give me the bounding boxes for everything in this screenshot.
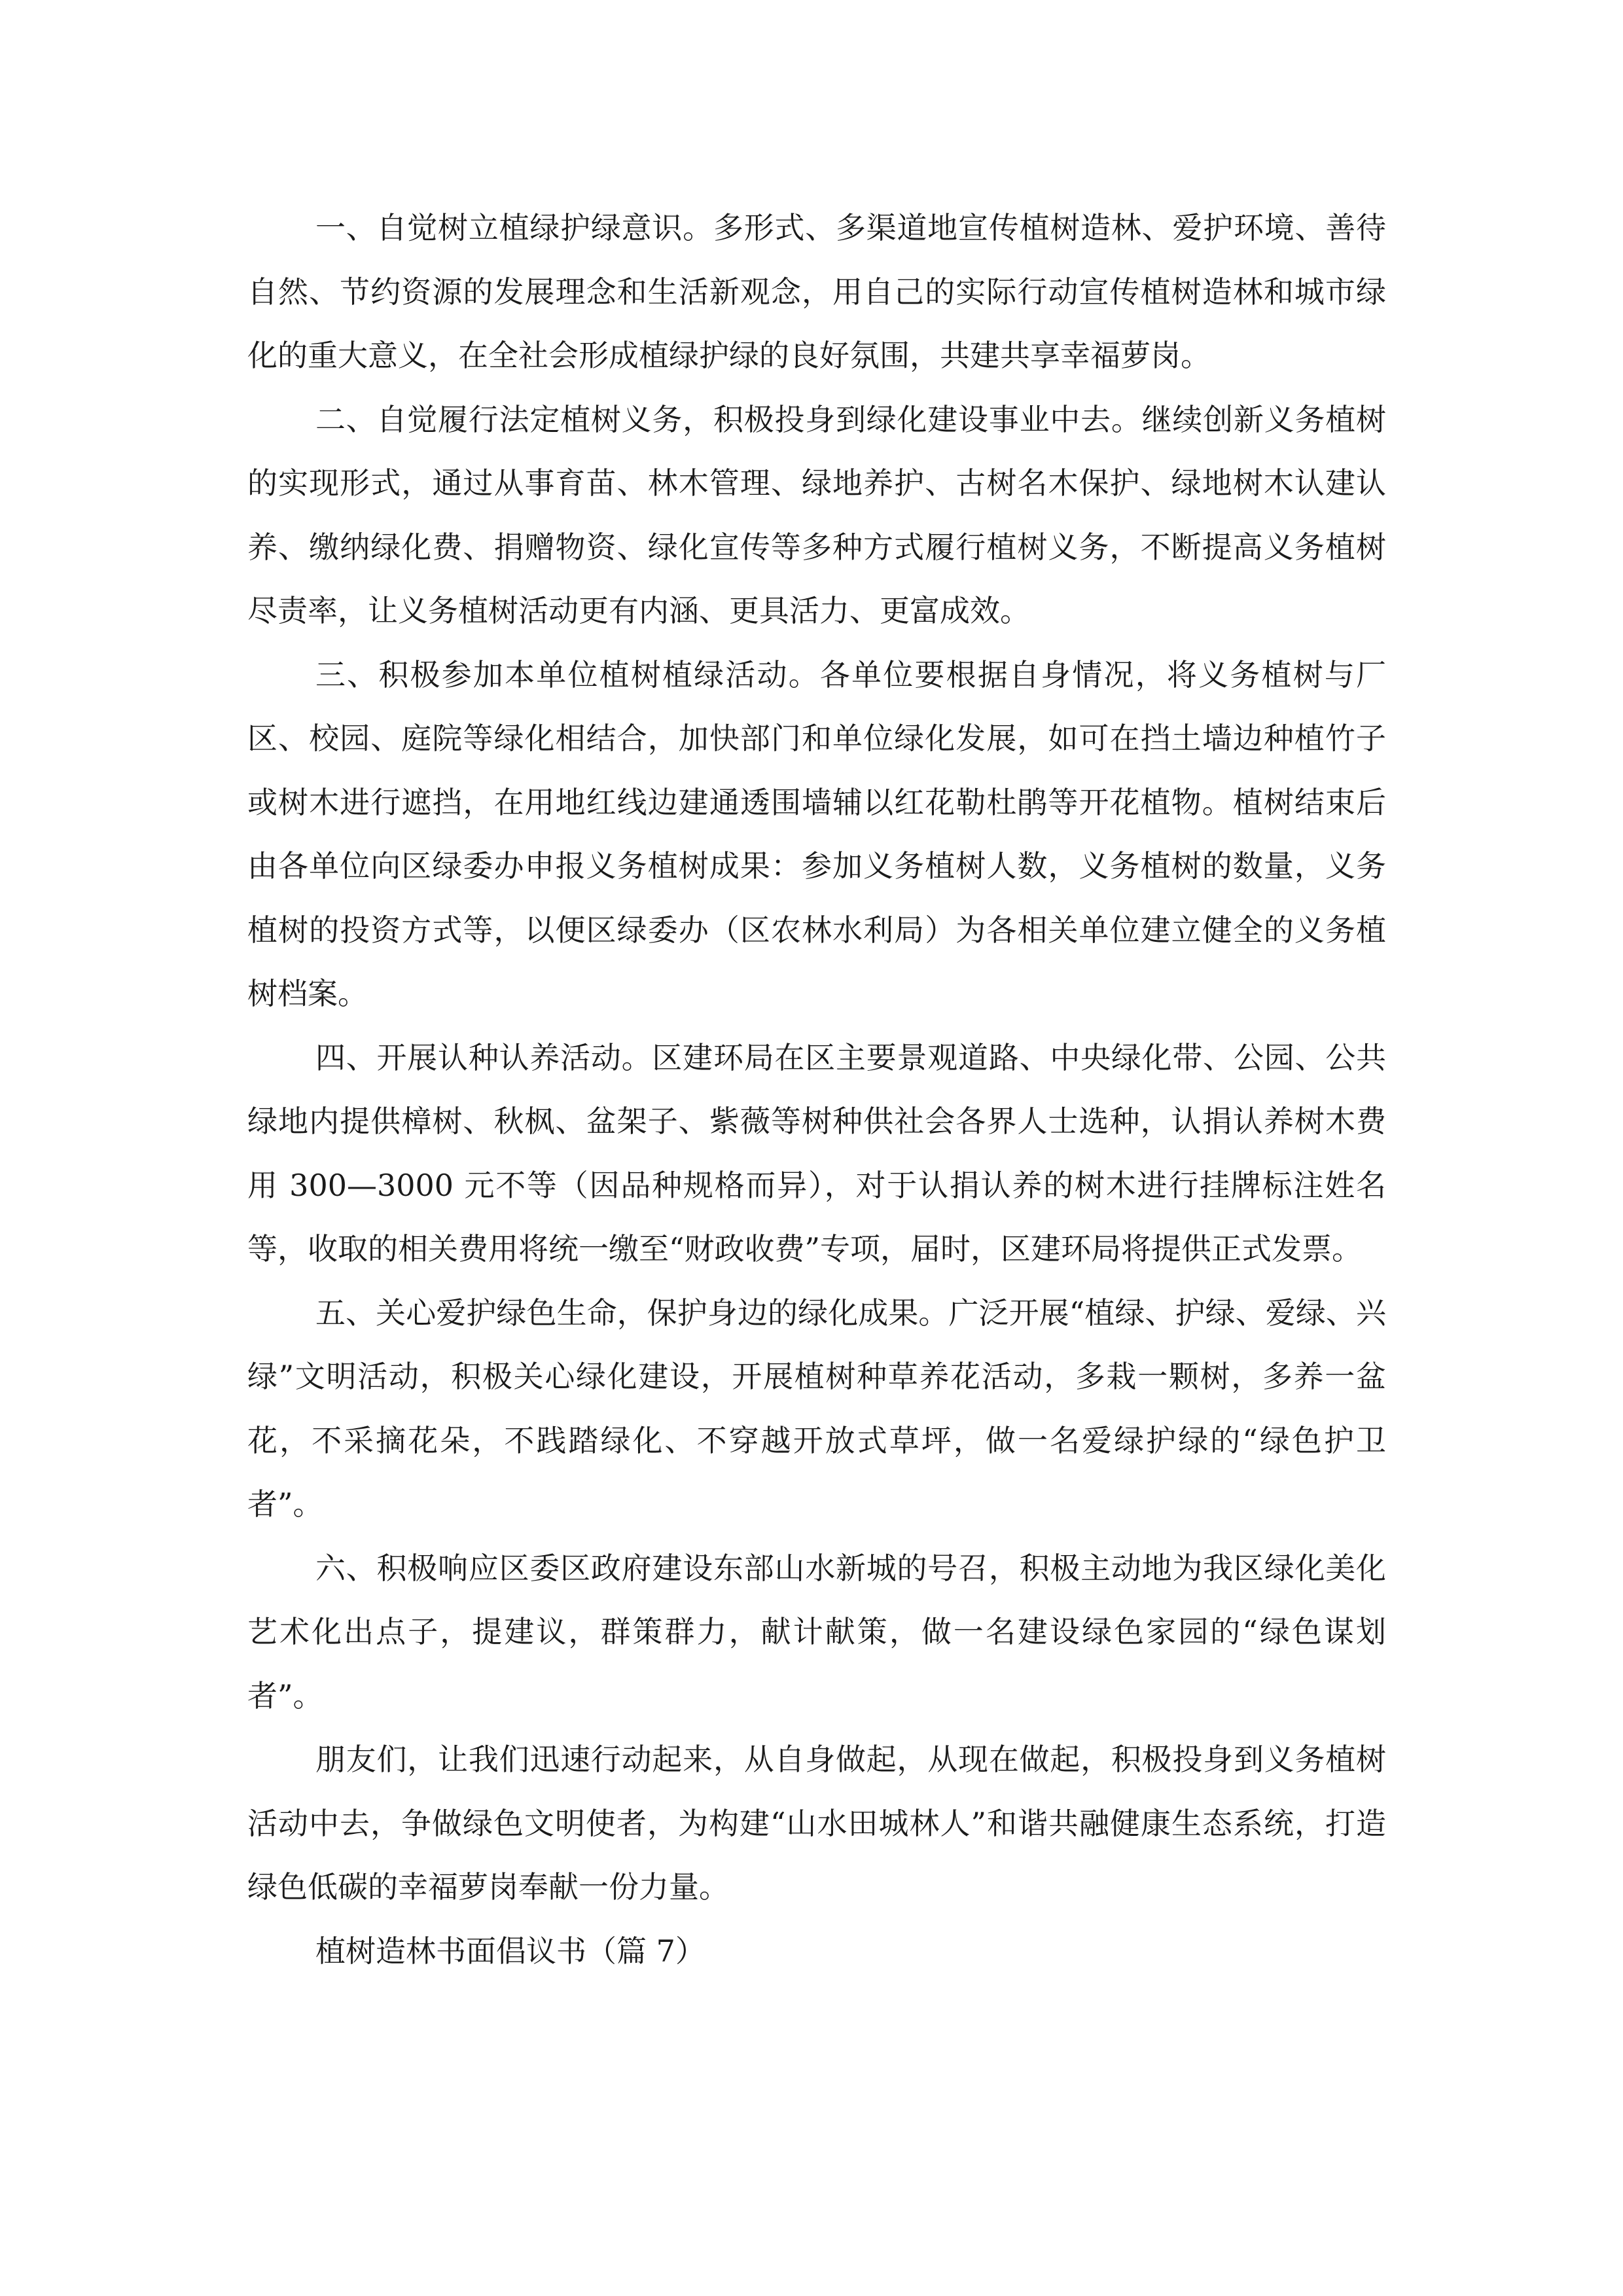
paragraph-4: 四、开展认种认养活动。区建环局在区主要景观道路、中央绿化带、公园、公共绿地内提供樟树、秋枫、盆架子、紫薇等树种供社会各界人士选种，认捐认养树木费用 300—3000 元不等（因品种规格而异），对于认捐认养的树木进行挂牌标注姓名等，收取的相关费用将统一缴至“财政收费”专项，届时，区建环局将提供正式发票。 [247,1039,1386,1266]
section-heading: 植树造林书面倡议书（篇 7） [315,1933,705,1969]
paragraph-1: 一、自觉树立植绿护绿意识。多形式、多渠道地宣传植树造林、爱护环境、善待自然、节约资源的发展理念和生活新观念，用自己的实际行动宣传植树造林和城市绿化的重大意义，在全社会形成植绿护绿的良好氛围，共建共享幸福萝岗。 [247,210,1386,373]
paragraph-5: 五、关心爱护绿色生命，保护身边的绿化成果。广泛开展“植绿、护绿、爱绿、兴绿”文明活动，积极关心绿化建设，开展植树种草养花活动，多栽一颗树，多养一盆花，不采摘花朵，不践踏绿化、不穿越开放式草坪，做一名爱绿护绿的“绿色护卫者”。 [247,1295,1386,1522]
document-body [247,196,1386,1983]
paragraph-7: 朋友们，让我们迅速行动起来，从自身做起，从现在做起，积极投身到义务植树活动中去，争做绿色文明使者，为构建“山水田城林人”和谐共融健康生态系统，打造绿色低碳的幸福萝岗奉献一份力量。 [247,1742,1386,1905]
paragraph-6: 六、积极响应区委区政府建设东部山水新城的号召，积极主动地为我区绿化美化艺术化出点子，提建议，群策群力，献计献策，做一名建设绿色家园的“绿色谋划者”。 [247,1550,1386,1713]
paragraph-3: 三、积极参加本单位植树植绿活动。各单位要根据自身情况，将义务植树与厂区、校园、庭院等绿化相结合，加快部门和单位绿化发展，如可在挡土墙边种植竹子或树木进行遮挡，在用地红线边建通透围墙辅以红花勒杜鹃等开花植物。植树结束后由各单位向区绿委办申报义务植树成果：参加义务植树人数，义务植树的数量，义务植树的投资方式等，以便区绿委办（区农林水利局）为各相关单位建立健全的义务植树档案。 [247,656,1386,1011]
paragraph-2: 二、自觉履行法定植树义务，积极投身到绿化建设事业中去。继续创新义务植树的实现形式，通过从事育苗、林木管理、绿地养护、古树名木保护、绿地树木认建认养、缴纳绿化费、捐赠物资、绿化宣传等多种方式履行植树义务，不断提高义务植树尽责率，让义务植树活动更有内涵、更具活力、更富成效。 [247,401,1386,628]
